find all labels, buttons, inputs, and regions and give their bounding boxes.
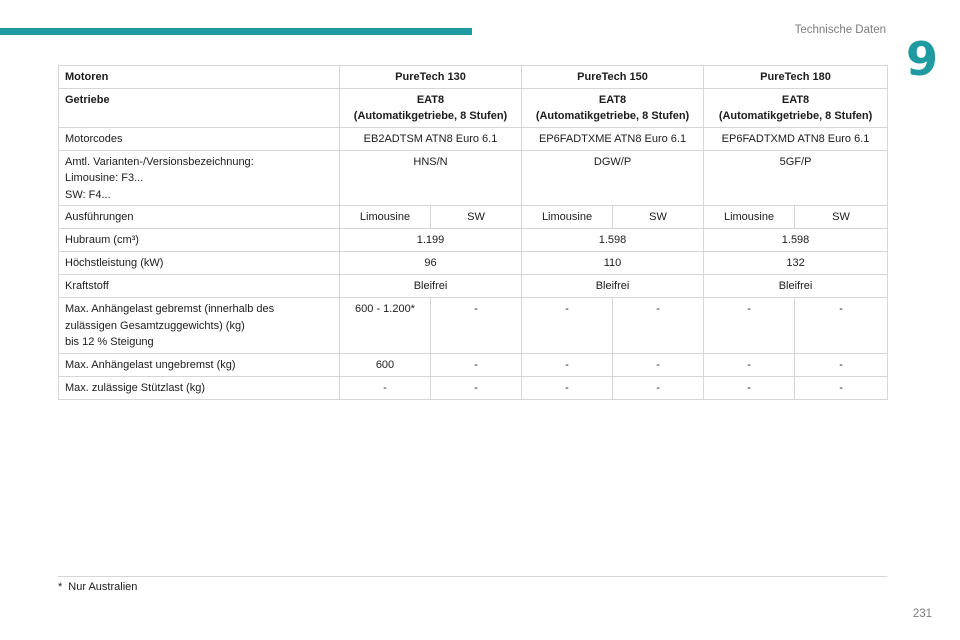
row-label (59, 298, 340, 354)
engine-header-cell: PureTech 180 (704, 66, 888, 89)
table-row-displacement (59, 229, 888, 252)
gearbox-type: EAT8 (598, 93, 627, 106)
table-row-variants (59, 150, 888, 206)
table-cell: - (704, 376, 795, 399)
table-cell: - (522, 376, 613, 399)
row-label: Max. zulässige Stützlast (kg) (59, 376, 340, 399)
gearbox-cell (704, 88, 888, 127)
table-row-versions (59, 206, 888, 229)
footnote-text: Nur Australien (68, 581, 138, 593)
row-label-line: bis 12 % Steigung (65, 336, 154, 348)
gearbox-desc: (Automatikgetriebe, 8 Stufen) (718, 110, 873, 122)
section-title: Technische Daten (794, 24, 886, 36)
row-label: Motorcodes (59, 127, 340, 150)
table-cell: - (613, 298, 704, 354)
table-cell: 600 - 1.200* (340, 298, 431, 354)
table-cell: Bleifrei (704, 275, 888, 298)
engine-header-cell: PureTech 130 (340, 66, 522, 89)
table-cell: SW (613, 206, 704, 229)
row-label (59, 150, 340, 206)
row-label: Ausführungen (59, 206, 340, 229)
table-cell: - (704, 298, 795, 354)
row-label: Getriebe (59, 88, 340, 127)
table-row-engine-codes (59, 127, 888, 150)
header-accent-bar (0, 28, 472, 35)
row-label-line: SW: F4... (65, 188, 111, 201)
table-cell: - (431, 376, 522, 399)
table-cell: - (795, 298, 888, 354)
table-cell: 1.598 (522, 229, 704, 252)
header-label-cell: Motoren (59, 66, 340, 89)
row-label: Höchstleistung (kW) (59, 252, 340, 275)
table-cell: - (613, 353, 704, 376)
table-row-max-power (59, 252, 888, 275)
table-cell: - (522, 353, 613, 376)
table-cell: - (431, 298, 522, 354)
table-cell: - (340, 376, 431, 399)
table-row-fuel (59, 275, 888, 298)
gearbox-type: EAT8 (416, 93, 445, 106)
engine-header-cell: PureTech 150 (522, 66, 704, 89)
page-number: 231 (912, 608, 932, 620)
table-cell: Bleifrei (340, 275, 522, 298)
table-cell: EB2ADTSM ATN8 Euro 6.1 (340, 127, 522, 150)
table-cell: Limousine (522, 206, 613, 229)
table-header-row (59, 66, 888, 89)
row-label-line: Amtl. Varianten-/Versionsbezeichnung: (65, 155, 254, 168)
table-cell: Limousine (340, 206, 431, 229)
table-cell: Bleifrei (522, 275, 704, 298)
table-cell: 132 (704, 252, 888, 275)
table-cell: 96 (340, 252, 522, 275)
table-cell: Limousine (704, 206, 795, 229)
chapter-number: 9 (905, 32, 938, 86)
table-cell: SW (431, 206, 522, 229)
table-row-gearbox (59, 88, 888, 127)
row-label: Hubraum (cm³) (59, 229, 340, 252)
footnote-divider (58, 576, 887, 577)
table-cell: DGW/P (522, 150, 704, 206)
table-cell: HNS/N (340, 150, 522, 206)
table-row-unbraked-load (59, 353, 888, 376)
table-cell: - (704, 353, 795, 376)
row-label-line: Max. Anhängelast gebremst (innerhalb des (65, 303, 275, 315)
table-cell: - (431, 353, 522, 376)
table-cell: 600 (340, 353, 431, 376)
table-cell: 1.199 (340, 229, 522, 252)
table-row-braked-load (59, 298, 888, 354)
table-cell: 110 (522, 252, 704, 275)
technical-data-table (58, 65, 888, 400)
footnote-marker: * (58, 581, 63, 593)
table-cell: - (613, 376, 704, 399)
table-cell: - (795, 376, 888, 399)
row-label-line: zulässigen Gesamtzuggewichts) (kg) (65, 319, 245, 332)
table-cell: 1.598 (704, 229, 888, 252)
table-cell: SW (795, 206, 888, 229)
table-row-nose-weight (59, 376, 888, 399)
gearbox-type: EAT8 (781, 93, 810, 106)
gearbox-cell (340, 88, 522, 127)
table-cell: EP6FADTXMD ATN8 Euro 6.1 (704, 127, 888, 150)
table-cell: - (522, 298, 613, 354)
row-label: Max. Anhängelast ungebremst (kg) (59, 353, 340, 376)
table-cell: EP6FADTXME ATN8 Euro 6.1 (522, 127, 704, 150)
row-label: Kraftstoff (59, 275, 340, 298)
gearbox-cell (522, 88, 704, 127)
footnote (58, 581, 137, 593)
row-label-line: Limousine: F3... (65, 172, 144, 184)
table-cell: - (795, 353, 888, 376)
table-cell: 5GF/P (704, 150, 888, 206)
gearbox-desc: (Automatikgetriebe, 8 Stufen) (353, 110, 508, 122)
gearbox-desc: (Automatikgetriebe, 8 Stufen) (535, 110, 690, 122)
